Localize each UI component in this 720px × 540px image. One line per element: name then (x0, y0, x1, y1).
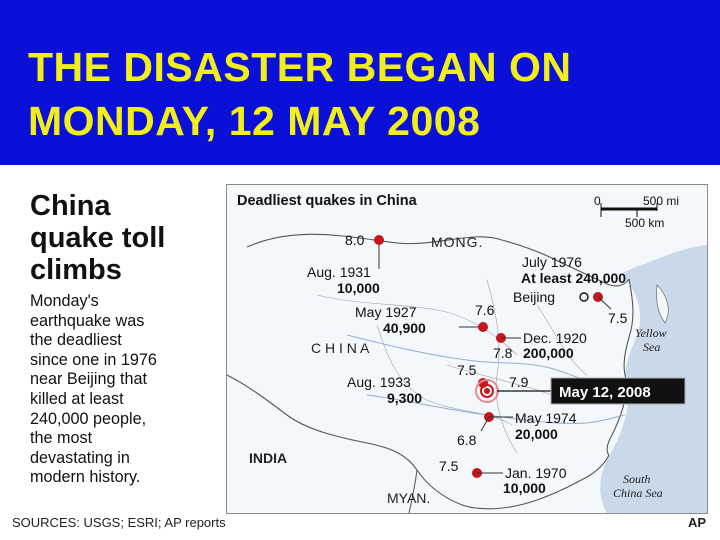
graphic-headline (30, 190, 220, 286)
dek-line: devastating in (30, 448, 130, 467)
dek-line: earthquake was (30, 311, 145, 330)
label-south-china-sea: China Sea (613, 486, 663, 500)
china-quake-map (226, 184, 708, 514)
title-banner (0, 0, 720, 165)
quake-deaths: 40,900 (383, 320, 426, 336)
quake-may-1974 (457, 410, 577, 448)
dek-line: Monday's (30, 292, 99, 310)
quake-magnitude: 7.9 (509, 374, 529, 390)
label-yellow-sea: Yellow (635, 326, 667, 340)
dek-line: modern history. (30, 468, 141, 487)
quake-date: July 1976 (522, 254, 582, 270)
quake-date: Aug. 1931 (307, 264, 371, 280)
dek-line: the deadliest (30, 331, 122, 350)
label-china: C H I N A (311, 340, 370, 356)
quake-magnitude: 7.5 (608, 310, 628, 326)
news-graphic (8, 170, 712, 534)
quake-date: Dec. 1920 (523, 330, 587, 346)
city-label: Beijing (513, 289, 556, 305)
dek-line: near Beijing that (30, 370, 147, 389)
map-title: Deadliest quakes in China (237, 193, 417, 209)
scale-zero: 0 (594, 194, 601, 208)
quake-magnitude: 7.8 (493, 345, 513, 361)
dek-line: killed at least (30, 389, 124, 408)
headline-line: quake toll (30, 222, 166, 254)
scale-mi: 500 mi (643, 194, 680, 208)
quake-marker (478, 322, 488, 332)
label-south-china-sea: South (623, 472, 651, 486)
scale-bar (594, 194, 679, 230)
headline-line: climbs (30, 254, 122, 286)
quake-marker (484, 388, 490, 394)
quake-may-2008 (476, 374, 685, 404)
map-svg (227, 185, 707, 513)
quake-deaths: 200,000 (523, 345, 574, 361)
quake-deaths: At least 240,000 (521, 270, 627, 286)
quake-deaths: 10,000 (337, 280, 380, 296)
quake-deaths: 10,000 (503, 480, 546, 496)
quake-may-1927 (355, 302, 495, 336)
quake-deaths: 9,300 (387, 390, 423, 406)
quake-date: Jan. 1970 (505, 465, 567, 481)
label-myanmar: MYAN. (387, 490, 431, 506)
sources-credit: SOURCES: USGS; ESRI; AP reports (12, 515, 226, 530)
city-beijing (513, 289, 588, 305)
quake-dec-1920 (493, 330, 587, 361)
label-india: INDIA (249, 450, 288, 466)
quake-magnitude: 7.5 (439, 458, 459, 474)
label-mongolia: MONG. (431, 234, 484, 250)
dek-line: 240,000 people, (30, 409, 147, 428)
quake-deaths: 20,000 (515, 426, 558, 442)
quake-magnitude: 6.8 (457, 432, 477, 448)
quake-magnitude: 7.6 (475, 302, 495, 318)
label-yellow-sea: Sea (643, 340, 661, 354)
quake-date: May 1927 (355, 304, 417, 320)
quake-magnitude: 7.5 (457, 362, 477, 378)
quake-jan-1970 (439, 458, 567, 496)
quake-magnitude: 8.0 (345, 232, 365, 248)
quake-aug-1931 (307, 232, 384, 296)
quake-date: May 1974 (515, 410, 577, 426)
graphic-dek (30, 292, 225, 488)
scale-km: 500 km (625, 216, 665, 230)
slide-title-line-1: THE DISASTER BEGAN ON (28, 44, 572, 90)
city-marker (580, 293, 588, 301)
dek-line: the most (30, 429, 93, 448)
quake-date: Aug. 1933 (347, 374, 411, 390)
headline-line: China (30, 190, 111, 222)
slide-title-line-2: MONDAY, 12 MAY 2008 (28, 98, 481, 144)
callout-date: May 12, 2008 (559, 384, 651, 401)
quake-aug-1933 (347, 362, 488, 406)
ap-credit: AP (687, 515, 706, 530)
quake-marker (374, 235, 384, 245)
dek-line: since one in 1976 (30, 350, 157, 369)
